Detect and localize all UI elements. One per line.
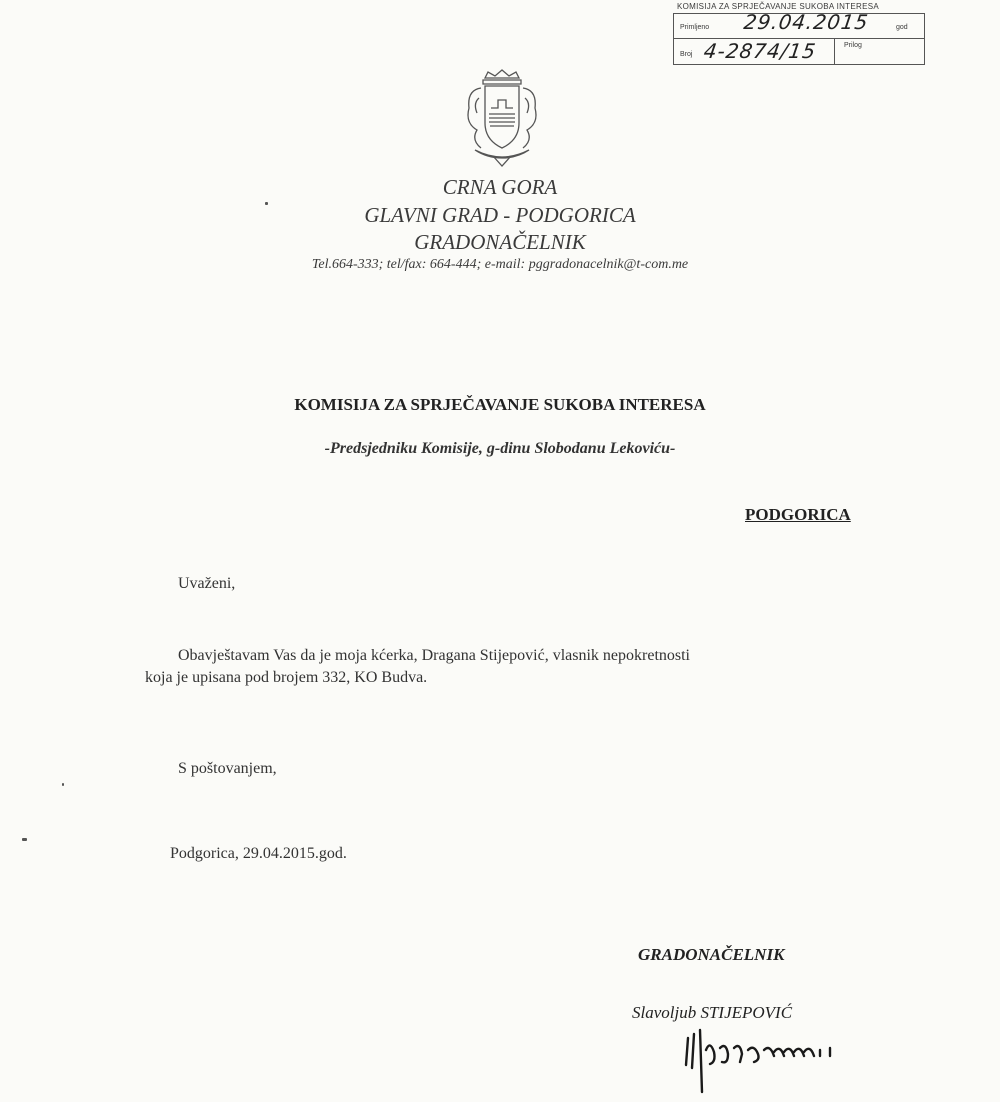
scan-speck — [62, 783, 64, 786]
letterhead-office: GRADONAČELNIK — [414, 230, 586, 254]
recipient-city: PODGORICA — [745, 505, 851, 524]
body-paragraph-line-1: Obavještavam Vas da je moja kćerka, Dragana Stijepović, vlasnik nepokretnosti — [178, 647, 690, 664]
stamp-attachment-label: Prilog — [844, 42, 862, 49]
stamp-box — [673, 10, 925, 65]
signature-title: GRADONAČELNIK — [638, 945, 785, 964]
greeting: Uvaženi, — [178, 575, 236, 592]
coat-of-arms-icon — [455, 68, 550, 168]
receipt-stamp — [657, 0, 922, 70]
signature-name: Slavoljub STIJEPOVIĆ — [632, 1003, 793, 1022]
stamp-received-label: Primljeno — [680, 24, 710, 31]
stamp-received-row — [674, 10, 924, 39]
closing: S poštovanjem, — [178, 760, 277, 777]
recipient-organization: KOMISIJA ZA SPRJEČAVANJE SUKOBA INTERESA — [294, 395, 706, 414]
stamp-number-value: 4-2874/15 — [702, 39, 818, 63]
stamp-god-label: god — [896, 24, 908, 31]
stamp-header: KOMISIJA ZA SPRJEČAVANJE SUKOBA INTERESA — [677, 2, 879, 11]
recipient-person: -Predsjedniku Komisije, g-dinu Slobodanu Lekoviću- — [324, 440, 676, 457]
stamp-received-date: 29.04.2015 — [742, 10, 871, 34]
letterhead-city: GLAVNI GRAD - PODGORICA — [364, 203, 636, 227]
letterhead-contact: Tel.664-333; tel/fax: 664-444; e-mail: pggradonacelnik@t-com.me — [311, 257, 689, 272]
scan-speck — [22, 838, 27, 841]
stamp-number-cell — [674, 39, 835, 64]
stamp-number-label: Broj — [680, 51, 693, 58]
handwritten-signature-icon — [680, 1020, 870, 1095]
scan-speck — [265, 202, 268, 205]
date-line: Podgorica, 29.04.2015.god. — [170, 845, 347, 862]
body-paragraph-line-2: koja je upisana pod brojem 332, KO Budva. — [145, 669, 428, 686]
letterhead-country: CRNA GORA — [442, 175, 558, 199]
